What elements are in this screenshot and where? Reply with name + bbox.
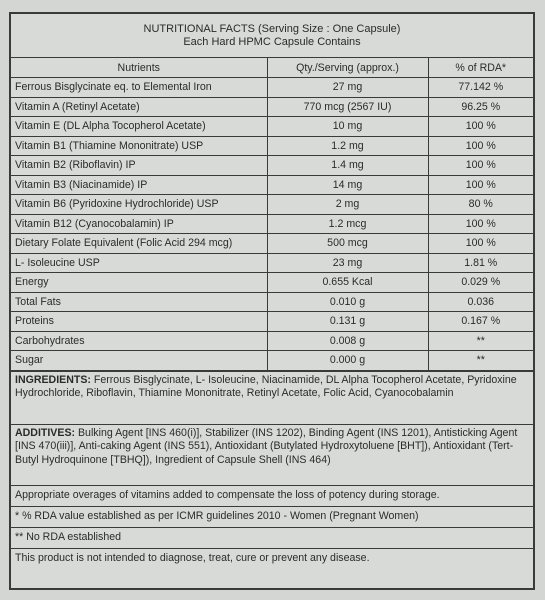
ingredients-text: Ferrous Bisglycinate, L- Isoleucine, Niacinamide, DL Alpha Tocopherol Acetate, Pyridoxine Hydrochloride, Riboflavin, Thiamine Mononitrate, Retinyl Acetate, Folic Acid, Cyanocobalamin (15, 373, 517, 399)
nutrient-qty: 1.4 mg (267, 156, 428, 176)
nutrient-rda: 100 % (428, 136, 533, 156)
column-header-rda: % of RDA* (428, 58, 533, 78)
nutrient-name: Vitamin B3 (Niacinamide) IP (11, 175, 267, 195)
nutrient-qty: 14 mg (267, 175, 428, 195)
nutrient-rda: 77.142 % (428, 78, 533, 98)
table-row (11, 234, 533, 254)
table-row (11, 156, 533, 176)
nutrient-name: Vitamin B1 (Thiamine Mononitrate) USP (11, 136, 267, 156)
nutrient-name: Total Fats (11, 292, 267, 312)
nutrient-qty: 0.655 Kcal (267, 273, 428, 293)
table-row (11, 136, 533, 156)
table-row (11, 312, 533, 332)
table-row (11, 175, 533, 195)
nutrient-name: L- Isoleucine USP (11, 253, 267, 273)
nutrient-qty: 0.000 g (267, 351, 428, 371)
nutrition-label (9, 12, 535, 590)
nutrient-qty: 27 mg (267, 78, 428, 98)
nutrient-rda: ** (428, 331, 533, 351)
nutrient-qty: 0.010 g (267, 292, 428, 312)
column-header-nutrients: Nutrients (11, 58, 267, 78)
nutrient-name: Proteins (11, 312, 267, 332)
nutrient-qty: 2 mg (267, 195, 428, 215)
nutrient-qty: 1.2 mg (267, 136, 428, 156)
nutrient-name: Vitamin B2 (Riboflavin) IP (11, 156, 267, 176)
table-row (11, 351, 533, 371)
nutrient-qty: 0.131 g (267, 312, 428, 332)
table-row (11, 117, 533, 137)
nutrient-name: Vitamin A (Retinyl Acetate) (11, 97, 267, 117)
nutrient-name: Vitamin B12 (Cyanocobalamin) IP (11, 214, 267, 234)
table-row (11, 253, 533, 273)
additives-block (11, 424, 533, 485)
header-subtitle: Each Hard HPMC Capsule Contains (183, 36, 361, 48)
nutrient-name: Sugar (11, 351, 267, 371)
note-no-rda: ** No RDA established (11, 527, 533, 548)
nutrient-name: Vitamin B6 (Pyridoxine Hydrochloride) USP (11, 195, 267, 215)
nutrient-rda: 100 % (428, 156, 533, 176)
header-title: NUTRITIONAL FACTS (Serving Size : One Capsule) (143, 23, 401, 35)
nutrient-name: Energy (11, 273, 267, 293)
column-header-qty: Qty./Serving (approx.) (267, 58, 428, 78)
table-row (11, 331, 533, 351)
table-header-row (11, 58, 533, 78)
nutrient-rda: 100 % (428, 234, 533, 254)
nutrient-rda: 96.25 % (428, 97, 533, 117)
nutrient-rda: 0.036 (428, 292, 533, 312)
nutrient-qty: 10 mg (267, 117, 428, 137)
table-row (11, 214, 533, 234)
note-overages: Appropriate overages of vitamins added to compensate the loss of potency during storage. (11, 485, 533, 506)
nutrient-name: Ferrous Bisglycinate eq. to Elemental Iron (11, 78, 267, 98)
table-row (11, 292, 533, 312)
note-rda-source: * % RDA value established as per ICMR guidelines 2010 - Women (Pregnant Women) (11, 506, 533, 527)
nutrient-name: Vitamin E (DL Alpha Tocopherol Acetate) (11, 117, 267, 137)
ingredients-label: INGREDIENTS: (15, 373, 91, 386)
nutrient-name: Dietary Folate Equivalent (Folic Acid 294 mcg) (11, 234, 267, 254)
nutrient-rda: 80 % (428, 195, 533, 215)
nutrient-qty: 770 mcg (2567 IU) (267, 97, 428, 117)
additives-label: ADDITIVES: (15, 426, 76, 439)
note-disclaimer: This product is not intended to diagnose, treat, cure or prevent any disease. (11, 548, 533, 568)
nutrient-rda: 1.81 % (428, 253, 533, 273)
nutrient-qty: 500 mcg (267, 234, 428, 254)
table-row (11, 97, 533, 117)
table-body (11, 78, 533, 371)
ingredients-block (11, 371, 533, 424)
nutrient-rda: 0.029 % (428, 273, 533, 293)
nutrient-rda: ** (428, 351, 533, 371)
nutrient-qty: 1.2 mcg (267, 214, 428, 234)
nutrient-name: Carbohydrates (11, 331, 267, 351)
additives-text: Bulking Agent [INS 460(i)], Stabilizer (INS 1202), Binding Agent (INS 1201), Antisticking Agent [INS 470(iii)], Anti-caking Agent (INS 551), Antioxidant (Butylated Hydroxytoluene [BHT]), Antioxidant (Tert-Butyl Hydroquinone [TBHQ]), Ingredient of Capsule Shell (INS 464) (15, 426, 518, 466)
label-header (11, 14, 533, 58)
nutrient-rda: 100 % (428, 175, 533, 195)
nutrient-qty: 0.008 g (267, 331, 428, 351)
nutrient-rda: 0.167 % (428, 312, 533, 332)
nutrient-rda: 100 % (428, 117, 533, 137)
nutrient-rda: 100 % (428, 214, 533, 234)
nutrition-table (11, 58, 533, 371)
table-row (11, 273, 533, 293)
table-row (11, 195, 533, 215)
table-row (11, 78, 533, 98)
nutrient-qty: 23 mg (267, 253, 428, 273)
